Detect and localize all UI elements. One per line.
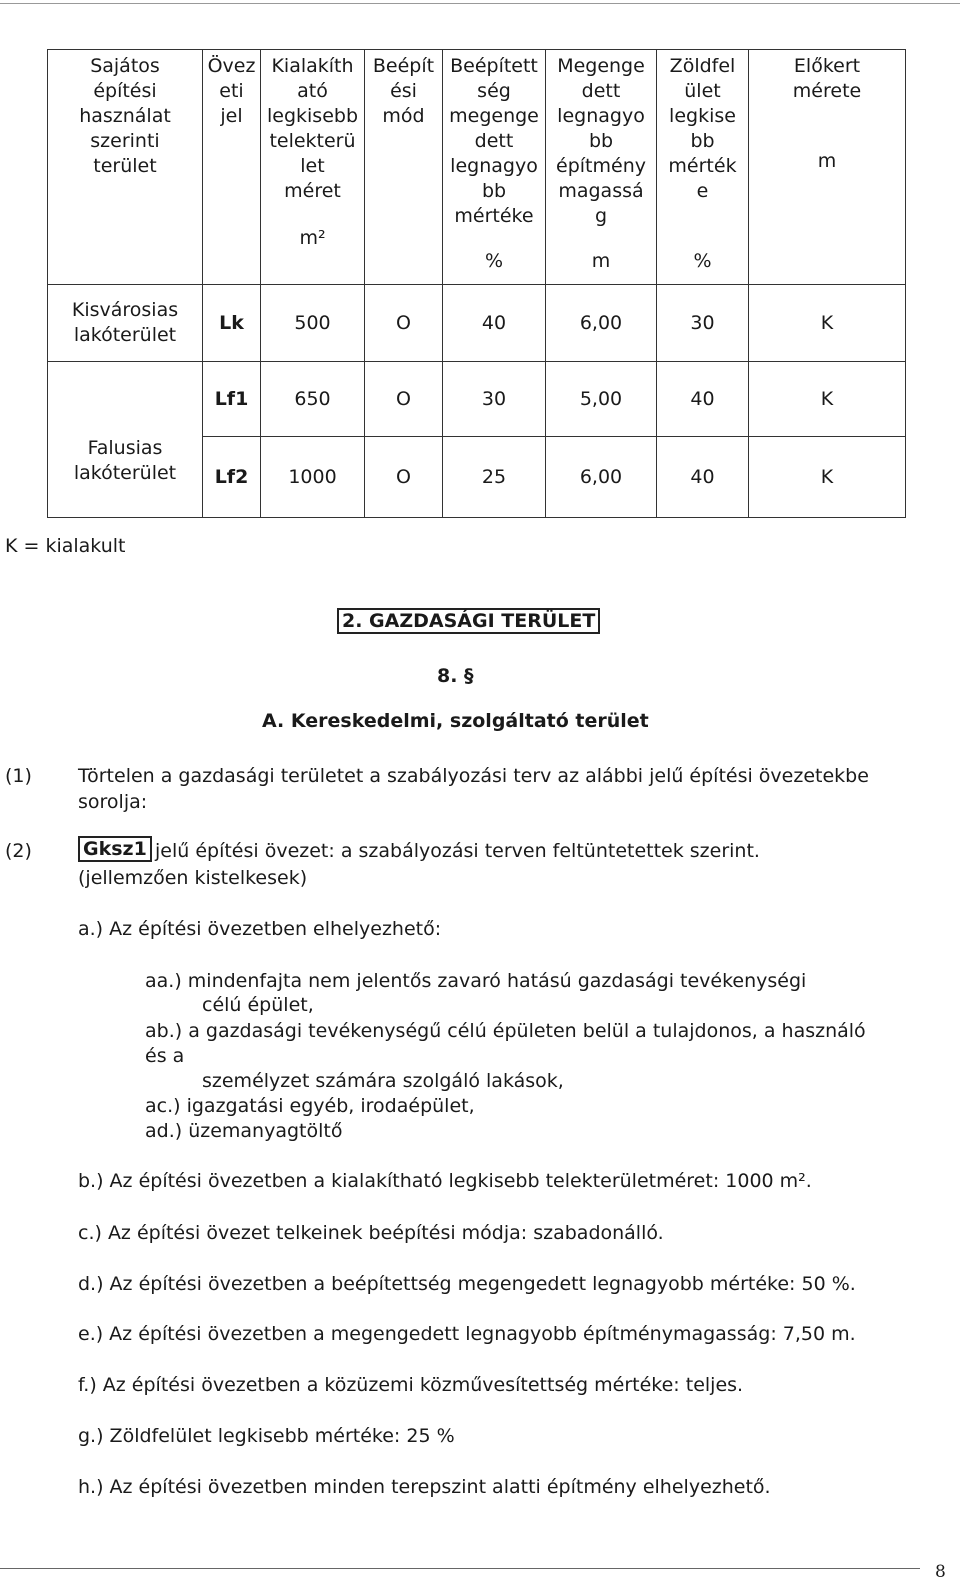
cell-green: 40 xyxy=(657,437,749,518)
item-d: d.) Az építési övezetben a beépítettség megengedett legnagyobb mértéke: 50 %. xyxy=(78,1273,856,1295)
item-c: c.) Az építési övezet telkeinek beépítési módja: szabadonálló. xyxy=(78,1222,664,1244)
item-ac: ac.) igazgatási egyéb, irodaépület, xyxy=(145,1095,475,1117)
item-aa-line2: célú épület, xyxy=(202,994,314,1016)
header-cell-mode: Beépít ési mód xyxy=(365,50,443,285)
para2-line1: jelű építési övezet: a szabályozási terven feltüntetettek szerint. xyxy=(155,840,760,862)
section-subtitle: A. Kereskedelmi, szolgáltató terület xyxy=(262,710,649,732)
zone-code-badge: Gksz1 xyxy=(78,836,152,862)
cell-built: 25 xyxy=(443,437,546,518)
cell-front: K xyxy=(749,437,906,518)
cell-min-size: 650 xyxy=(261,362,365,437)
header-cell-min-size: Kialakíth ató legkisebb telekterü let méret m² xyxy=(261,50,365,285)
cell-code: Lf2 xyxy=(203,437,261,518)
para1-line1: Törtelen a gazdasági területet a szabályozási terv az alábbi jelű építési övezetekbe xyxy=(78,765,869,787)
cell-built: 30 xyxy=(443,362,546,437)
item-b: b.) Az építési övezetben a kialakítható legkisebb telekterületméret: 1000 m². xyxy=(78,1170,812,1192)
paragraph-sign: 8. § xyxy=(437,665,474,687)
cell-mode: O xyxy=(365,285,443,362)
cell-height: 6,00 xyxy=(546,285,657,362)
cell-front: K xyxy=(749,362,906,437)
table-row xyxy=(48,285,906,362)
cell-green: 30 xyxy=(657,285,749,362)
header-cell-area: Sajátos építési használat szerinti terület xyxy=(48,50,203,285)
para2-number: (2) xyxy=(5,840,32,862)
item-a: a.) Az építési övezetben elhelyezhető: xyxy=(78,918,442,940)
header-cell-green: Zöldfel ület legkise bb mérték e % xyxy=(657,50,749,285)
cell-code: Lf1 xyxy=(203,362,261,437)
item-ab-line3: személyzet számára szolgáló lakások, xyxy=(202,1070,564,1092)
header-cell-built: Beépített ség megenge dett legnagyo bb mértéke % xyxy=(443,50,546,285)
item-ad: ad.) üzemanyagtöltő xyxy=(145,1120,343,1142)
para2-line2: (jellemzően kistelkesek) xyxy=(78,867,308,889)
item-ab-line2: és a xyxy=(145,1045,185,1067)
header-cell-front: Előkert mérete m xyxy=(749,50,906,285)
item-g: g.) Zöldfelület legkisebb mértéke: 25 % xyxy=(78,1425,455,1447)
footer-rule xyxy=(0,1568,920,1569)
cell-code: Lk xyxy=(203,285,261,362)
cell-green: 40 xyxy=(657,362,749,437)
cell-height: 6,00 xyxy=(546,437,657,518)
para1-line2: sorolja: xyxy=(78,791,148,813)
zoning-table xyxy=(47,49,906,518)
cell-mode: O xyxy=(365,362,443,437)
row-label-falusias: Falusias lakóterület xyxy=(48,362,203,518)
cell-built: 40 xyxy=(443,285,546,362)
header-cell-code: Övez eti jel xyxy=(203,50,261,285)
cell-mode: O xyxy=(365,437,443,518)
item-ab-line1: ab.) a gazdasági tevékenységű célú épületen belül a tulajdonos, a használó xyxy=(145,1020,866,1042)
cell-front: K xyxy=(749,285,906,362)
item-aa-line1: aa.) mindenfajta nem jelentős zavaró hatású gazdasági tevékenységi xyxy=(145,970,807,992)
cell-min-size: 1000 xyxy=(261,437,365,518)
item-f: f.) Az építési övezetben a közüzemi közművesítettség mértéke: teljes. xyxy=(78,1374,744,1396)
page-number: 8 xyxy=(935,1562,946,1582)
item-e: e.) Az építési övezetben a megengedett legnagyobb építménymagasság: 7,50 m. xyxy=(78,1323,856,1345)
row-label-kisvarosias: Kisvárosias lakóterület xyxy=(48,285,203,362)
top-rule xyxy=(0,3,960,4)
table-row xyxy=(48,362,906,437)
section-title: 2. GAZDASÁGI TERÜLET xyxy=(337,608,600,634)
cell-height: 5,00 xyxy=(546,362,657,437)
cell-min-size: 500 xyxy=(261,285,365,362)
para1-number: (1) xyxy=(5,765,32,787)
table-header-row xyxy=(48,50,906,285)
header-cell-height: Megenge dett legnagyo bb építmény magassá g m xyxy=(546,50,657,285)
item-h: h.) Az építési övezetben minden terepszint alatti építmény elhelyezhető. xyxy=(78,1476,771,1498)
legend-text: K = kialakult xyxy=(5,535,126,557)
